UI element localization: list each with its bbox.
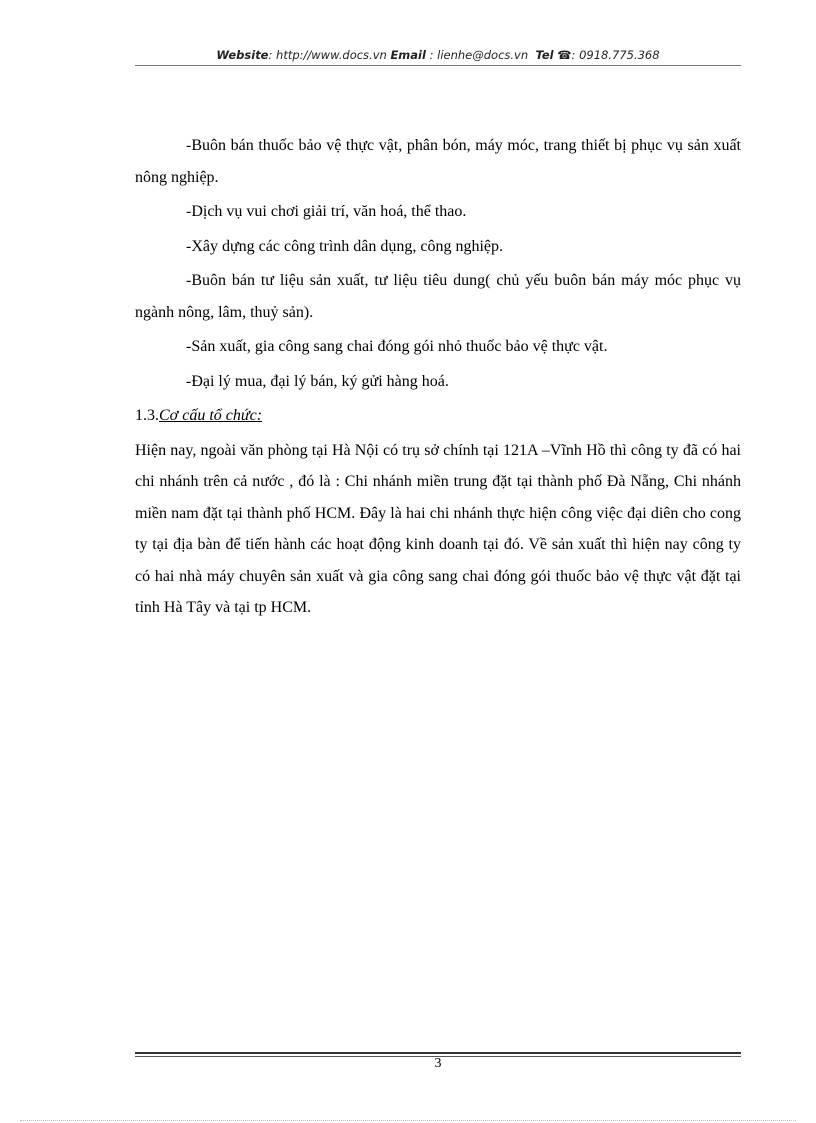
email-value: : lienhe@docs.vn [425,48,529,62]
tel-label: Tel [535,48,554,62]
website-value: : http://www.docs.vn [268,48,387,62]
section-number: 1.3. [135,407,159,424]
section-heading [135,400,741,432]
business-line-1: -Buôn bán thuốc bảo vệ thực vật, phân bón, máy móc, trang thiết bị phục vụ sản xuất nông nghiệp. [135,137,741,186]
footer-rule-thick [135,1052,741,1054]
business-line-6: -Đại lý mua, đại lý bán, ký gửi hàng hoá. [186,372,449,390]
header-rule [135,65,741,66]
organization-paragraph: Hiện nay, ngoài văn phòng tại Hà Nội có trụ sở chính tại 121A –Vĩnh Hồ thì công ty đã có hai chi nhánh trên cả nước , đó là : Chi nhánh miền trung đặt tại thành phố Đà Nẵng, Chi nhánh miền nam đặt tại thành phố HCM. Đây là hai chi nhánh thực hiện công việc đại diên cho cong ty tại địa bàn để tiến hành các hoạt động kinh doanh tại đó. Về sản xuất thì hiện nay công ty có hai nhà máy chuyên sản xuất và gia công sang chai đóng gói thuốc bảo vệ thực vật đặt tại tỉnh Hà Tây và tại tp HCM. [135,441,741,616]
website-label: Website [216,48,269,62]
phone-icon: ☎ [557,48,572,62]
page-header [135,48,741,62]
email-label: Email [390,48,426,62]
business-line-4: -Buôn bán tư liệu sản xuất, tư liệu tiêu dung( chủ yếu buôn bán máy móc phục vụ ngành nông, lâm, thuỷ sản). [135,272,741,321]
page-number: 3 [434,1056,442,1071]
business-line-3: -Xây dựng các công trình dân dụng, công nghiệp. [186,237,504,255]
business-line-5: -Sản xuất, gia công sang chai đóng gói nhỏ thuốc bảo vệ thực vật. [186,338,608,355]
business-line-2: -Dịch vụ vui chơi giải trí, văn hoá, thể thao. [186,203,467,220]
tel-value: : 0918.775.368 [571,48,660,62]
document-body [135,130,741,624]
page-bottom-border [20,1120,796,1121]
section-title: Cơ cấu tổ chức: [159,407,263,424]
